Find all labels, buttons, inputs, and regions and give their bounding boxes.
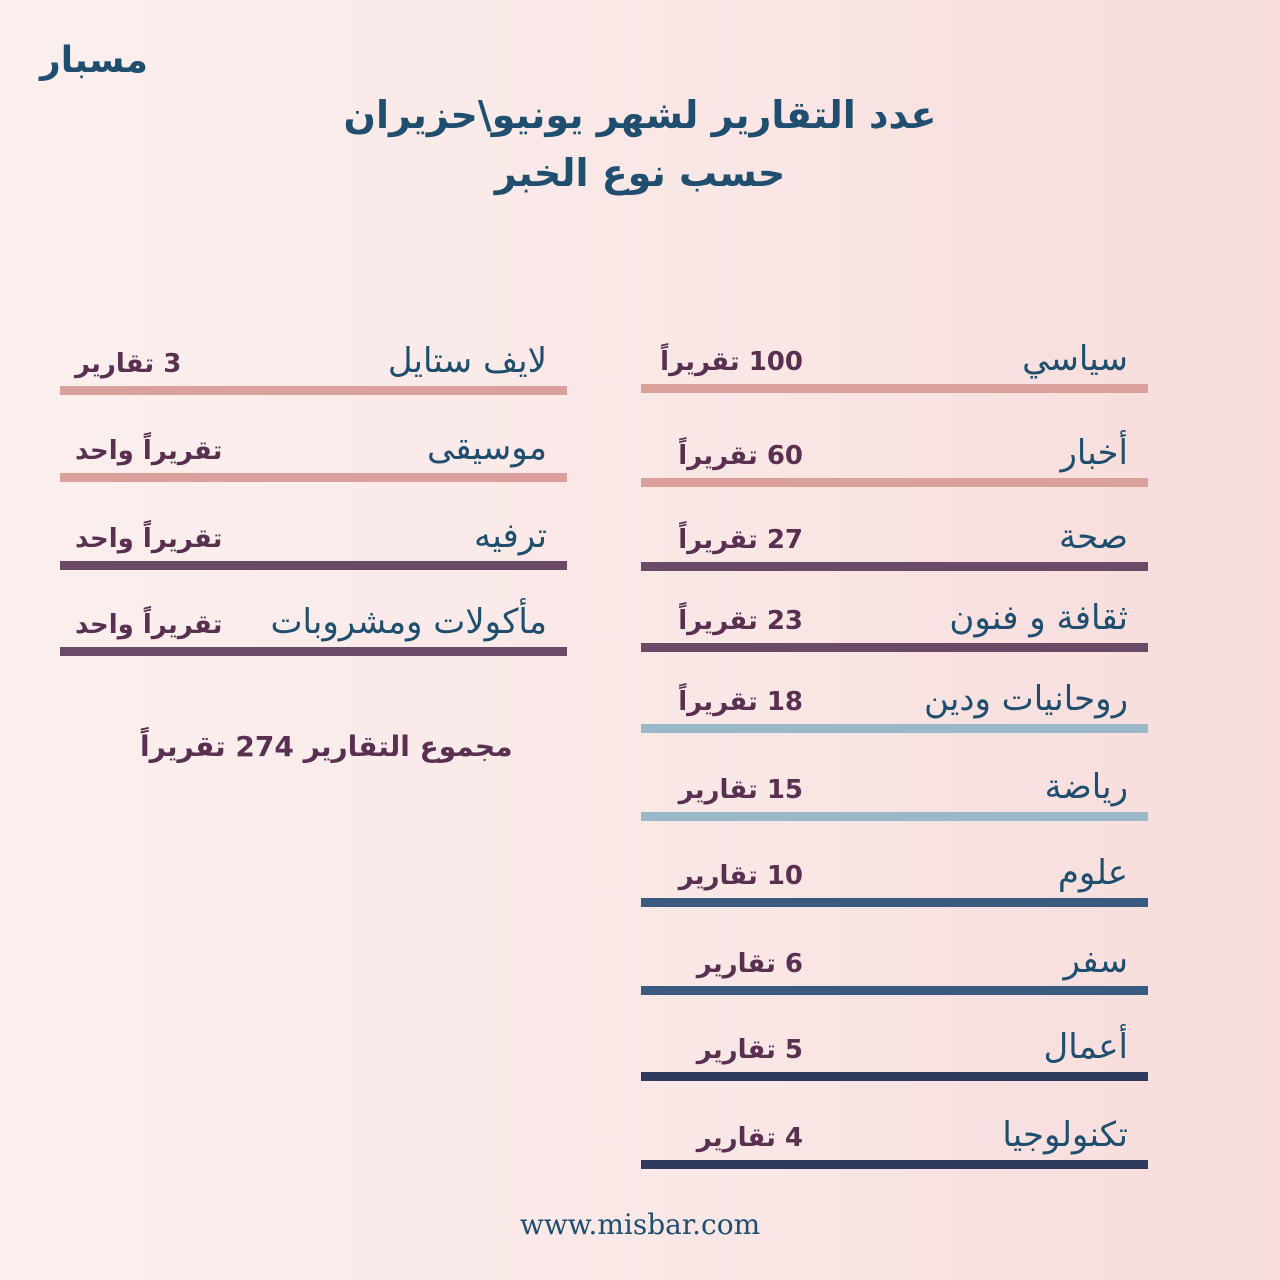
category-row (60, 422, 567, 482)
category-row (641, 333, 1148, 393)
report-count: 10 تقارير (678, 861, 803, 891)
category-label: تكنولوجيا (1002, 1115, 1128, 1155)
category-row (60, 335, 567, 395)
category-label: لايف ستايل (387, 341, 547, 381)
category-label: سفر (1063, 941, 1128, 981)
category-label: روحانيات ودين (923, 679, 1128, 719)
category-row (641, 847, 1148, 907)
report-count: 4 تقارير (696, 1123, 803, 1153)
category-row (641, 427, 1148, 487)
report-count: 5 تقارير (696, 1035, 803, 1065)
page-title (0, 86, 1280, 202)
category-divider (641, 986, 1148, 995)
category-label: مأكولات ومشروبات (270, 602, 547, 642)
total-reports: مجموع التقارير 274 تقريراً (140, 730, 513, 763)
report-count: تقريراً واحد (75, 610, 223, 640)
category-label: ثقافة و فنون (949, 598, 1128, 638)
category-row (641, 1109, 1148, 1169)
title-line-2: حسب نوع الخبر (494, 151, 786, 195)
category-divider (641, 812, 1148, 821)
category-label: صحة (1058, 517, 1128, 557)
category-divider (60, 386, 567, 395)
category-label: رياضة (1044, 767, 1128, 807)
report-count: 6 تقارير (696, 949, 803, 979)
report-count: 15 تقارير (678, 775, 803, 805)
category-divider (641, 898, 1148, 907)
category-divider (641, 724, 1148, 733)
category-divider (641, 643, 1148, 652)
category-row (641, 511, 1148, 571)
misbar-logo: مسبار (40, 40, 148, 81)
category-label: أعمال (1043, 1027, 1128, 1067)
report-count: 18 تقريراً (678, 687, 803, 717)
category-label: علوم (1057, 853, 1128, 893)
category-row (60, 510, 567, 570)
website-url: www.misbar.com (519, 1208, 761, 1241)
category-divider (60, 561, 567, 570)
report-count: تقريراً واحد (75, 436, 223, 466)
report-count: 23 تقريراً (678, 606, 803, 636)
category-row (641, 935, 1148, 995)
report-count: 27 تقريراً (678, 525, 803, 555)
title-line-1: عدد التقارير لشهر يونيو\حزيران (343, 93, 937, 137)
report-count: 3 تقارير (75, 349, 182, 379)
category-divider (641, 1160, 1148, 1169)
category-row (641, 673, 1148, 733)
category-row (641, 1021, 1148, 1081)
report-count: تقريراً واحد (75, 524, 223, 554)
category-row (641, 761, 1148, 821)
category-divider (641, 1072, 1148, 1081)
category-label: ترفيه (474, 516, 547, 556)
report-count: 60 تقريراً (678, 441, 803, 471)
category-divider (60, 473, 567, 482)
report-count: 100 تقريراً (660, 347, 803, 377)
category-row (641, 592, 1148, 652)
category-label: سياسي (1022, 339, 1128, 379)
category-divider (641, 562, 1148, 571)
category-label: أخبار (1060, 433, 1128, 473)
category-divider (60, 647, 567, 656)
category-divider (641, 478, 1148, 487)
category-row (60, 596, 567, 656)
category-label: موسيقى (426, 428, 547, 468)
category-divider (641, 384, 1148, 393)
